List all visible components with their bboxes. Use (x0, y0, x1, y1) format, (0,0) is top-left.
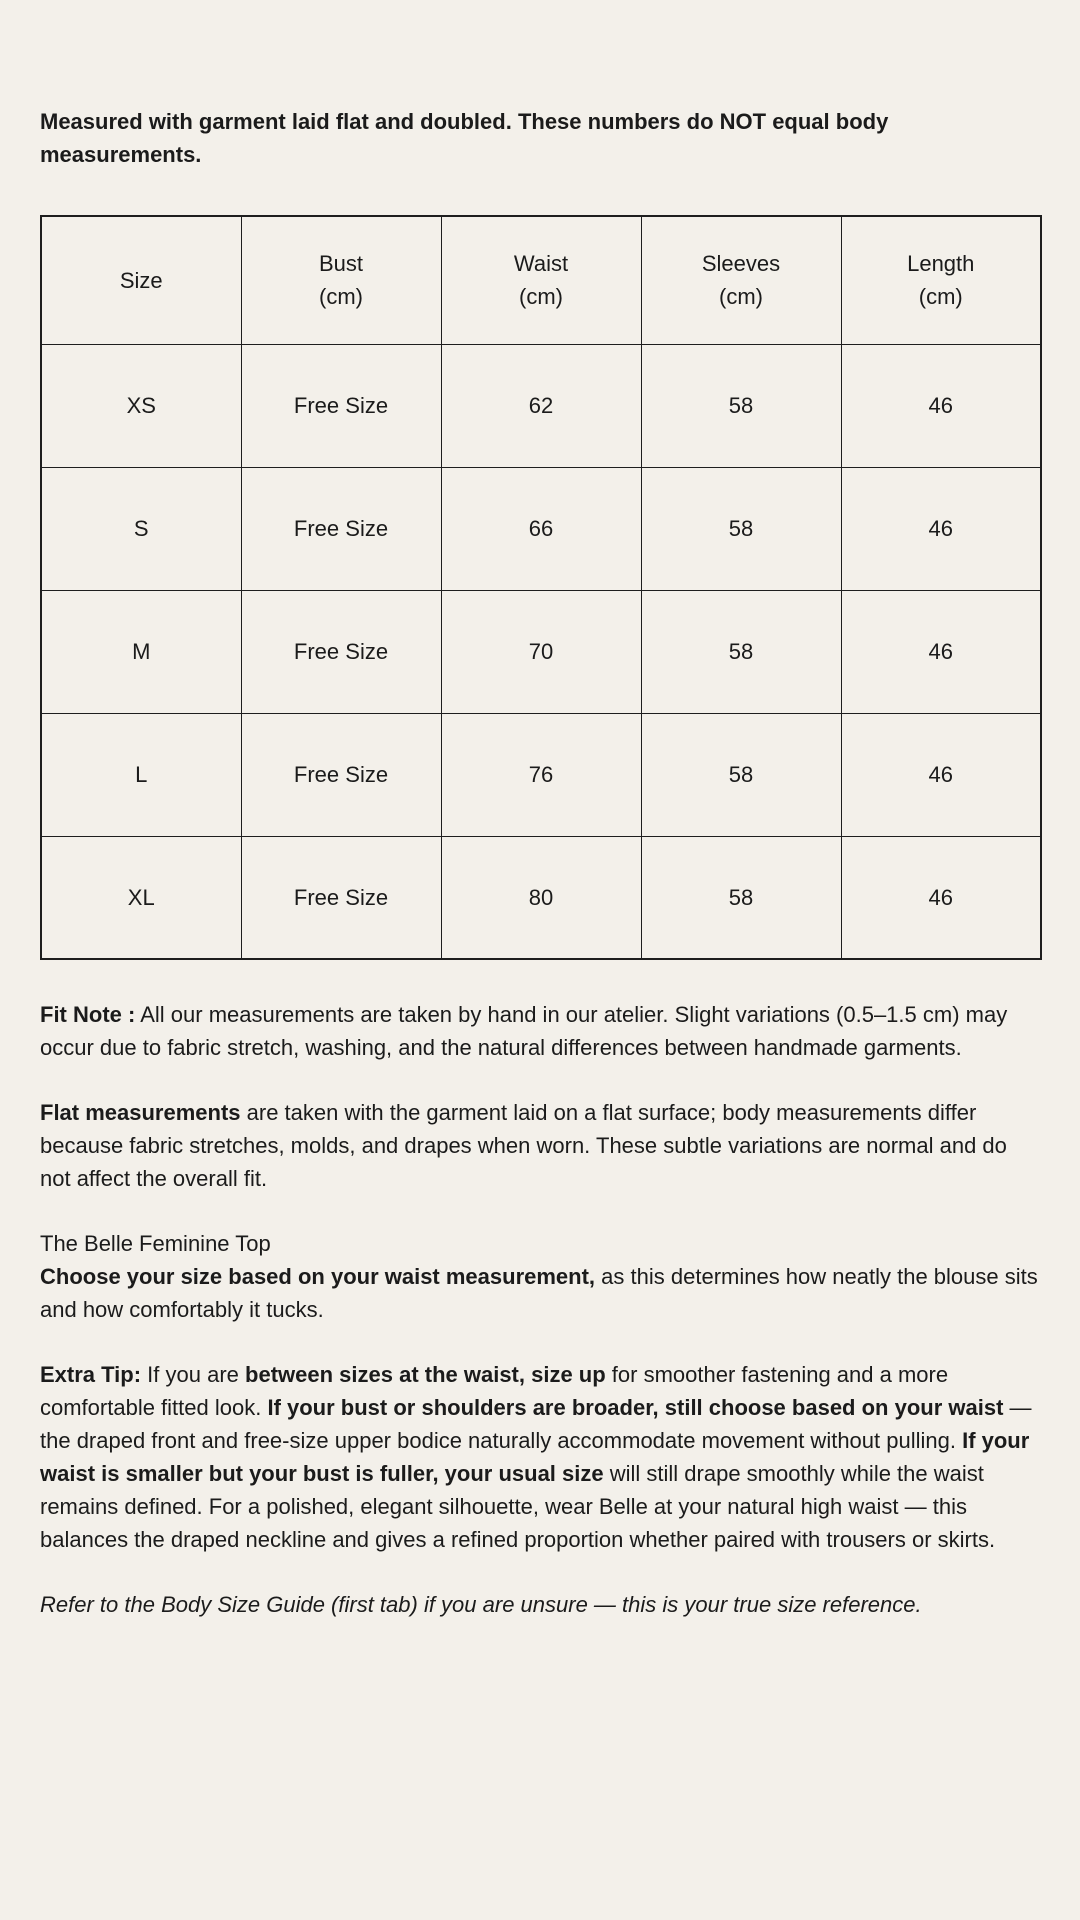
table-row-xl (41, 836, 1041, 959)
column-header-length (841, 216, 1041, 344)
belle-advice-text: as this determines how neatly the blouse sits and how comfortably it tucks. (40, 1264, 1038, 1322)
cell-length: 46 (841, 344, 1041, 467)
fit-note-paragraph (40, 998, 1042, 1064)
column-label: Length (907, 251, 975, 277)
cell-waist: 70 (441, 590, 641, 713)
fit-note-label: Fit Note : (40, 1002, 136, 1027)
column-header-waist (441, 216, 641, 344)
extra-tip-bold-3: If your waist is smaller but your bust is fuller, your usual size (40, 1428, 1030, 1486)
header-row (41, 216, 1041, 344)
column-label: Sleeves (701, 251, 781, 277)
cell-bust: Free Size (241, 344, 441, 467)
column-unit: (cm) (719, 284, 763, 310)
cell-sleeves: 58 (641, 467, 841, 590)
cell-bust: Free Size (241, 836, 441, 959)
column-label: Bust (318, 251, 364, 277)
column-header-size (41, 216, 241, 344)
intro-note: Measured with garment laid flat and doubled. These numbers do NOT equal body measurements. (40, 109, 889, 167)
cell-size: XS (41, 344, 241, 467)
extra-tip-text-4: will still drape smoothly while the waist remains defined. For a polished, elegant silhouette, wear Belle at your natural high waist — this balances the draped neckline and gives a refined proportion whether paired with trousers or skirts. (40, 1461, 996, 1552)
cell-size: L (41, 713, 241, 836)
table-row-s (41, 467, 1041, 590)
belle-advice (40, 1260, 1042, 1326)
cell-sleeves: 58 (641, 344, 841, 467)
cell-length: 46 (841, 467, 1041, 590)
body-size-guide-reference-note: Refer to the Body Size Guide (first tab) if you are unsure — this is your true size reference. (40, 1592, 922, 1617)
cell-length: 46 (841, 836, 1041, 959)
column-unit: (cm) (918, 284, 963, 310)
cell-length: 46 (841, 713, 1041, 836)
fit-note-text: All our measurements are taken by hand in our atelier. Slight variations (0.5–1.5 cm) may occur due to fabric stretch, washing, and the natural differences between handmade garments. (40, 1002, 1008, 1060)
cell-sleeves: 58 (641, 713, 841, 836)
cell-size: M (41, 590, 241, 713)
column-header-bust (241, 216, 441, 344)
size-chart-body (41, 344, 1041, 959)
flat-measurements-text: are taken with the garment laid on a flat surface; body measurements differ because fabric stretches, molds, and drapes when worn. These subtle variations are normal and do not affect the overall fit. (40, 1100, 1007, 1191)
cell-bust: Free Size (241, 467, 441, 590)
extra-tip-label: Extra Tip: (40, 1362, 142, 1387)
extra-tip-text-2: for smoother fastening and a more comfortable fitted look. (40, 1362, 949, 1420)
cell-waist: 76 (441, 713, 641, 836)
table-row-m (41, 590, 1041, 713)
column-unit: (cm) (319, 284, 363, 310)
flat-measurements-paragraph (40, 1096, 1042, 1195)
column-label: Waist (513, 251, 569, 277)
belle-section (40, 1227, 1042, 1326)
column-unit: (cm) (519, 284, 563, 310)
cell-waist: 80 (441, 836, 641, 959)
flat-measurements-label: Flat measurements (40, 1100, 241, 1125)
cell-waist: 66 (441, 467, 641, 590)
cell-bust: Free Size (241, 590, 441, 713)
table-row-l (41, 713, 1041, 836)
cell-bust: Free Size (241, 713, 441, 836)
cell-sleeves: 58 (641, 836, 841, 959)
size-chart-header (41, 216, 1041, 344)
product-title: The Belle Feminine Top (40, 1231, 271, 1256)
column-header-sleeves (641, 216, 841, 344)
cell-length: 46 (841, 590, 1041, 713)
cell-sleeves: 58 (641, 590, 841, 713)
cell-size: XL (41, 836, 241, 959)
cell-waist: 62 (441, 344, 641, 467)
extra-tip-text-3: — the draped front and free-size upper bodice naturally accommodate movement without pulling. (40, 1395, 1032, 1453)
cell-size: S (41, 467, 241, 590)
column-label: Size (119, 267, 163, 293)
extra-tip-bold-1: between sizes at the waist, size up (245, 1362, 606, 1387)
size-chart-table (40, 215, 1042, 960)
extra-tip-text-1: If you are (141, 1362, 246, 1387)
table-row-xs (41, 344, 1041, 467)
extra-tip-bold-2: If your bust or shoulders are broader, still choose based on your waist (267, 1395, 1004, 1420)
belle-advice-bold: Choose your size based on your waist measurement, (40, 1264, 596, 1289)
extra-tip-paragraph (40, 1358, 1042, 1556)
